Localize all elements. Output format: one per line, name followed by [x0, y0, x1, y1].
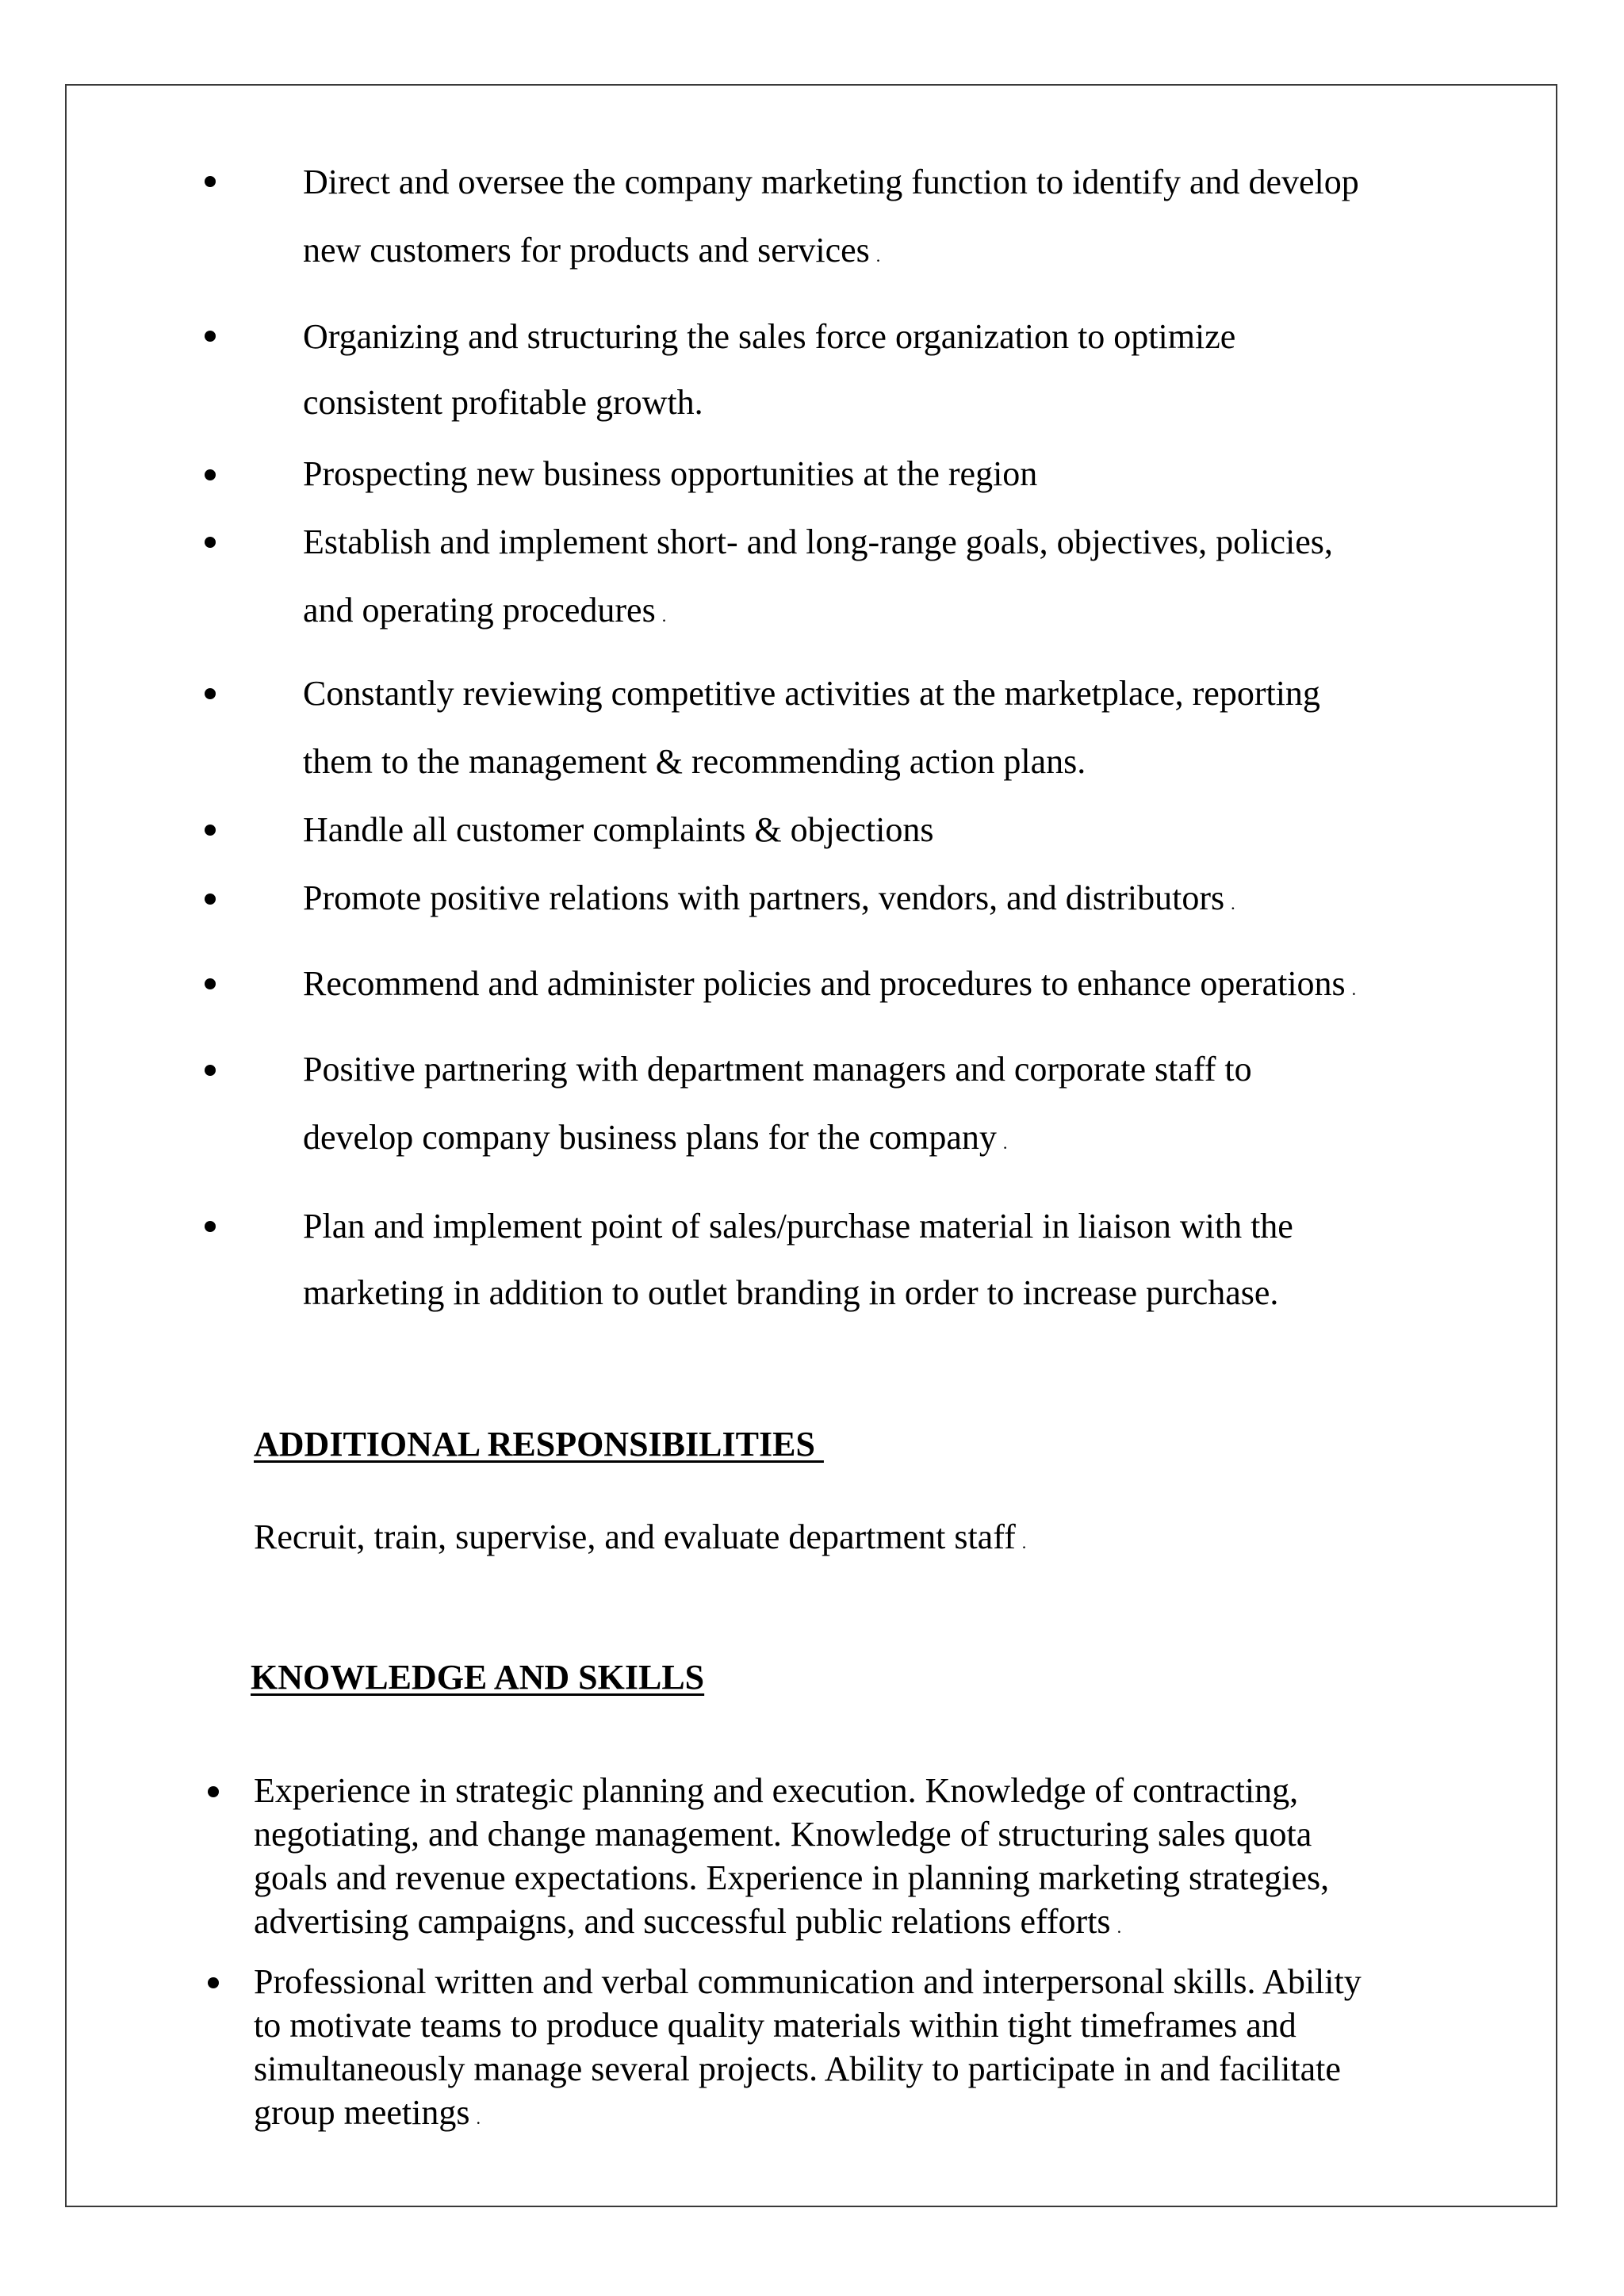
list-item-line: advertising campaigns, and successful public relations efforts . — [254, 1902, 1122, 1941]
list-item-line: Plan and implement point of sales/purchase material in liaison with the — [303, 1207, 1293, 1246]
list-item-line: consistent profitable growth. — [303, 383, 703, 422]
list-item-line: new customers for products and services . — [303, 231, 881, 270]
list-item-line: goals and revenue expectations. Experience in planning marketing strategies, — [254, 1858, 1330, 1897]
list-item-line: Direct and oversee the company marketing function to identify and develop — [303, 163, 1359, 201]
bullet-icon — [205, 331, 216, 342]
list-item-line: them to the management & recommending action plans. — [303, 742, 1086, 781]
bullet-icon — [208, 1786, 219, 1797]
list-item-line: group meetings . — [254, 2093, 481, 2132]
bullet-icon — [205, 469, 216, 480]
list-item-line: Recommend and administer policies and procedures to enhance operations . — [303, 964, 1357, 1003]
list-item-line: Organizing and structuring the sales force organization to optimize — [303, 317, 1236, 356]
bullet-icon — [205, 176, 216, 187]
bullet-icon — [205, 1065, 216, 1076]
additional-responsibilities-heading: ADDITIONAL RESPONSIBILITIES — [254, 1425, 824, 1464]
list-item-line: simultaneously manage several projects. Ability to participate in and facilitate — [254, 2049, 1341, 2088]
knowledge-skills-heading: KNOWLEDGE AND SKILLS — [251, 1658, 705, 1697]
bullet-icon — [205, 688, 216, 699]
list-item-line: Establish and implement short- and long-range goals, objectives, policies, — [303, 522, 1333, 561]
bullet-icon — [205, 1221, 216, 1232]
list-item-line: Handle all customer complaints & objections — [303, 810, 934, 849]
list-item-line: Promote positive relations with partners, vendors, and distributors . — [303, 878, 1235, 917]
list-item-line: Experience in strategic planning and execution. Knowledge of contracting, — [254, 1771, 1299, 1810]
list-item-line: develop company business plans for the company . — [303, 1118, 1008, 1157]
list-item-line: and operating procedures . — [303, 591, 667, 629]
bullet-icon — [205, 894, 216, 905]
list-item-line: negotiating, and change management. Knowledge of structuring sales quota — [254, 1815, 1312, 1854]
list-item-line: Positive partnering with department managers and corporate staff to — [303, 1050, 1252, 1089]
additional-responsibilities-text: Recruit, train, supervise, and evaluate department staff . — [254, 1517, 1027, 1556]
list-item-line: Constantly reviewing competitive activities at the marketplace, reporting — [303, 674, 1320, 713]
list-item-line: marketing in addition to outlet branding in order to increase purchase. — [303, 1273, 1279, 1312]
bullet-icon — [208, 1977, 219, 1988]
list-item-line: Prospecting new business opportunities at the region — [303, 454, 1038, 493]
bullet-icon — [205, 537, 216, 548]
list-item-line: Professional written and verbal communication and interpersonal skills. Ability — [254, 1962, 1362, 2001]
list-item-line: to motivate teams to produce quality materials within tight timeframes and — [254, 2006, 1297, 2045]
bullet-icon — [205, 978, 216, 989]
bullet-icon — [205, 825, 216, 836]
